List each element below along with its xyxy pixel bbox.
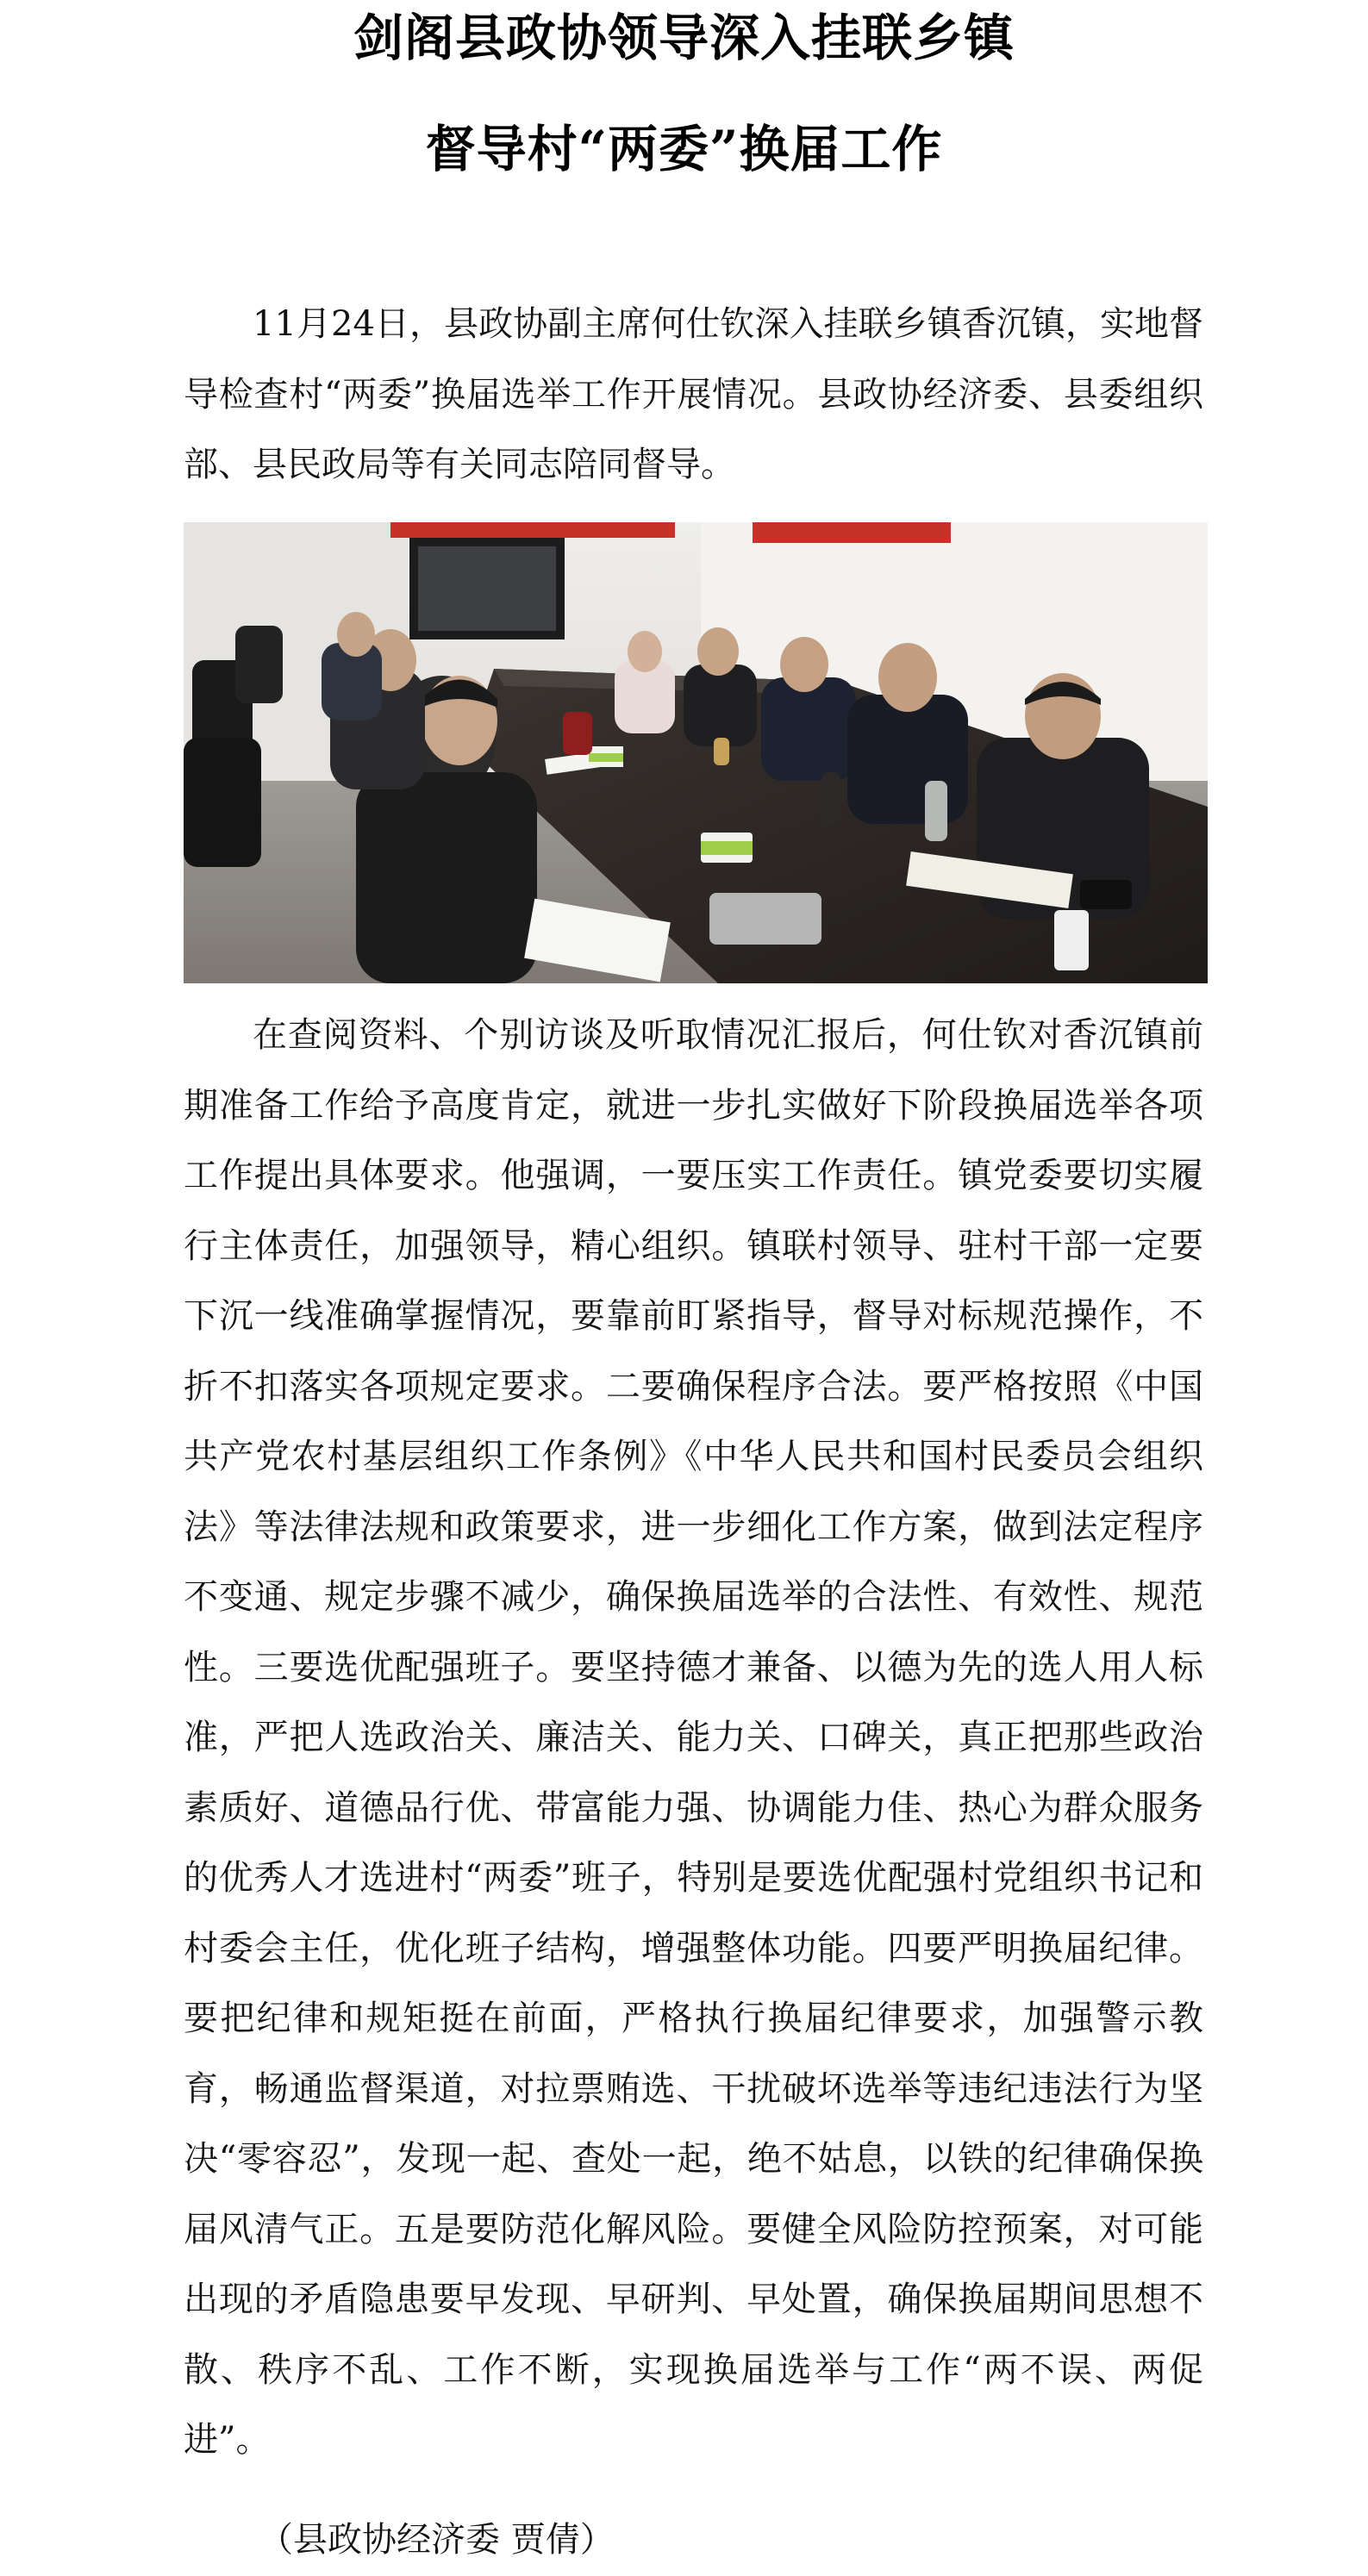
article-title-line2: 督导村“两委”换届工作 (425, 120, 943, 178)
article-title-line1: 剑阁县政协领导深入挂联乡镇 (353, 9, 1015, 67)
article-paragraph-1: 11月24日，县政协副主席何仕钦深入挂联乡镇香沉镇，实地督导检查村“两委”换届选举工作开展情况。县政协经济委、县委组织部、县民政局等有关同志陪同督导。 (184, 304, 1203, 484)
article-byline: （县政协经济委 贾倩） (259, 2520, 615, 2560)
meeting-room-photo (184, 522, 1208, 983)
article-paragraph-2: 在查阅资料、个别访谈及听取情况汇报后，何仕钦对香沉镇前期准备工作给予高度肯定，就进一步扎实做好下阶段换届选举各项工作提出具体要求。他强调，一要压实工作责任。镇党委要切实履行主体责任，加强领导，精心组织。镇联村领导、驻村干部一定要下沉一线准确掌握情况，要靠前盯紧指导，督导对标规范操作，不折不扣落实各项规定要求。二要确保程序合法。要严格按照《中国共产党农村基层组织工作条例》《中华人民共和国村民委员会组织法》等法律法规和政策要求，进一步细化工作方案，做到法定程序不变通、规定步骤不减少，确保换届选举的合法性、有效性、规范性。三要选优配强班子。要坚持德才兼备、以德为先的选人用人标准，严把人选政治关、廉洁关、能力关、口碑关，真正把那些政治素质好、道德品行优、带富能力强、协调能力佳、热心为群众服务的优秀人才选进村“两委”班子，特别是要选优配强村党组织书记和村委会主任，优化班子结构，增强整体功能。四要严明换届纪律。要把纪律和规矩挺在前面，严格执行换届纪律要求，加强警示教育，畅通监督渠道，对拉票贿选、干扰破坏选举等违纪违法行为坚决“零容忍”，发现一起、查处一起，绝不姑息，以铁的纪律确保换届风清气正。五是要防范化解风险。要健全风险防控预案，对可能出现的矛盾隐患要早发现、早研判、早处置，确保换届期间思想不散、秩序不乱、工作不断，实现换届选举与工作“两不误、两促进”。 (184, 1015, 1203, 2460)
